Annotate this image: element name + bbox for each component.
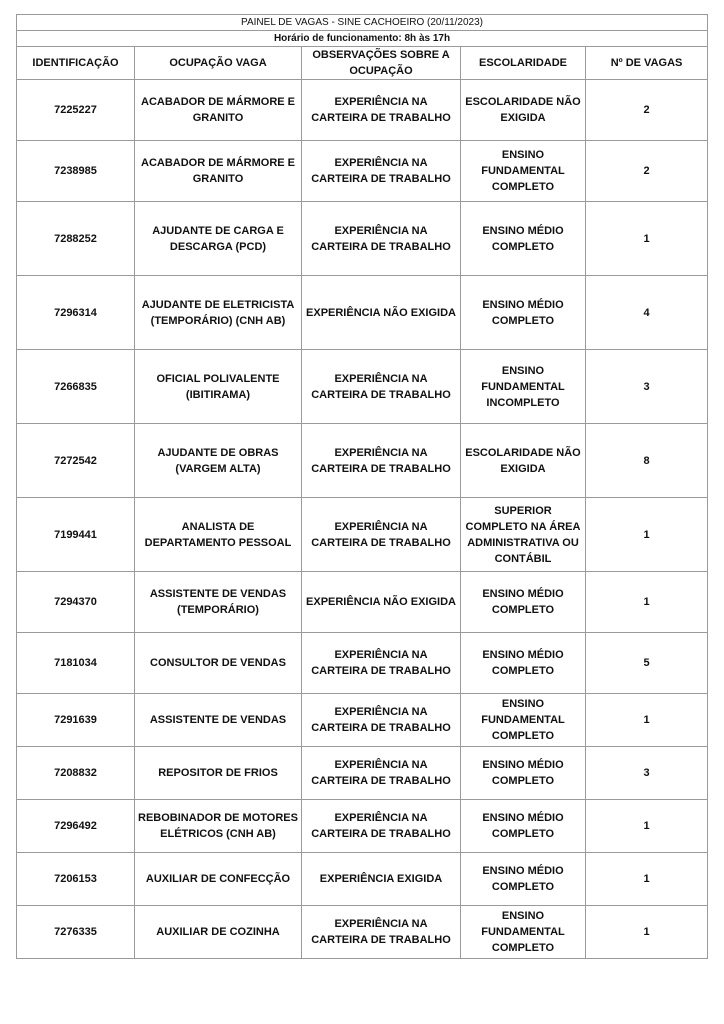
- cell-identificacao: 7272542: [17, 424, 135, 498]
- cell-identificacao: 7291639: [17, 694, 135, 747]
- cell-ocupacao: OFICIAL POLIVALENTE (IBITIRAMA): [135, 350, 302, 424]
- cell-vagas: 5: [586, 633, 708, 694]
- cell-vagas: 3: [586, 350, 708, 424]
- cell-vagas: 2: [586, 141, 708, 202]
- cell-observacoes: EXPERIÊNCIA NA CARTEIRA DE TRABALHO: [302, 424, 461, 498]
- cell-ocupacao: AJUDANTE DE CARGA E DESCARGA (PCD): [135, 202, 302, 276]
- cell-vagas: 1: [586, 906, 708, 959]
- opening-hours: Horário de funcionamento: 8h às 17h: [17, 31, 708, 47]
- cell-vagas: 1: [586, 800, 708, 853]
- cell-vagas: 1: [586, 572, 708, 633]
- cell-escolaridade: ENSINO MÉDIO COMPLETO: [461, 800, 586, 853]
- cell-ocupacao: AJUDANTE DE OBRAS (VARGEM ALTA): [135, 424, 302, 498]
- cell-identificacao: 7296492: [17, 800, 135, 853]
- cell-observacoes: EXPERIÊNCIA NA CARTEIRA DE TRABALHO: [302, 498, 461, 572]
- panel-title: PAINEL DE VAGAS - SINE CACHOEIRO (20/11/2023): [17, 15, 708, 31]
- cell-observacoes: EXPERIÊNCIA NA CARTEIRA DE TRABALHO: [302, 747, 461, 800]
- cell-escolaridade: ENSINO MÉDIO COMPLETO: [461, 202, 586, 276]
- cell-identificacao: 7288252: [17, 202, 135, 276]
- cell-ocupacao: ASSISTENTE DE VENDAS (TEMPORÁRIO): [135, 572, 302, 633]
- vacancy-table: [16, 14, 708, 959]
- cell-identificacao: 7296314: [17, 276, 135, 350]
- cell-observacoes: EXPERIÊNCIA NA CARTEIRA DE TRABALHO: [302, 906, 461, 959]
- cell-ocupacao: REBOBINADOR DE MOTORES ELÉTRICOS (CNH AB): [135, 800, 302, 853]
- panel-title-row: [17, 15, 708, 31]
- cell-observacoes: EXPERIÊNCIA NA CARTEIRA DE TRABALHO: [302, 202, 461, 276]
- cell-observacoes: EXPERIÊNCIA NA CARTEIRA DE TRABALHO: [302, 800, 461, 853]
- vacancy-rows: [17, 80, 708, 959]
- cell-vagas: 2: [586, 80, 708, 141]
- table-row: [17, 633, 708, 694]
- column-header-ocupacao: OCUPAÇÃO VAGA: [135, 47, 302, 80]
- cell-vagas: 3: [586, 747, 708, 800]
- cell-observacoes: EXPERIÊNCIA NA CARTEIRA DE TRABALHO: [302, 694, 461, 747]
- cell-vagas: 1: [586, 694, 708, 747]
- cell-identificacao: 7206153: [17, 853, 135, 906]
- cell-ocupacao: AUXILIAR DE COZINHA: [135, 906, 302, 959]
- cell-identificacao: 7238985: [17, 141, 135, 202]
- cell-ocupacao: AJUDANTE DE ELETRICISTA (TEMPORÁRIO) (CNH AB): [135, 276, 302, 350]
- cell-vagas: 1: [586, 498, 708, 572]
- cell-escolaridade: ENSINO MÉDIO COMPLETO: [461, 633, 586, 694]
- column-header-escolaridade: ESCOLARIDADE: [461, 47, 586, 80]
- table-row: [17, 853, 708, 906]
- cell-ocupacao: ACABADOR DE MÁRMORE E GRANITO: [135, 141, 302, 202]
- cell-escolaridade: ENSINO MÉDIO COMPLETO: [461, 747, 586, 800]
- cell-escolaridade: ENSINO MÉDIO COMPLETO: [461, 276, 586, 350]
- cell-identificacao: 7225227: [17, 80, 135, 141]
- job-vacancy-panel: [16, 14, 707, 959]
- table-row: [17, 498, 708, 572]
- cell-escolaridade: ENSINO FUNDAMENTAL INCOMPLETO: [461, 350, 586, 424]
- cell-vagas: 8: [586, 424, 708, 498]
- cell-ocupacao: AUXILIAR DE CONFECÇÃO: [135, 853, 302, 906]
- cell-escolaridade: ESCOLARIDADE NÃO EXIGIDA: [461, 80, 586, 141]
- cell-observacoes: EXPERIÊNCIA NA CARTEIRA DE TRABALHO: [302, 633, 461, 694]
- cell-escolaridade: ENSINO FUNDAMENTAL COMPLETO: [461, 694, 586, 747]
- cell-ocupacao: ASSISTENTE DE VENDAS: [135, 694, 302, 747]
- cell-observacoes: EXPERIÊNCIA NA CARTEIRA DE TRABALHO: [302, 80, 461, 141]
- cell-observacoes: EXPERIÊNCIA EXIGIDA: [302, 853, 461, 906]
- table-row: [17, 424, 708, 498]
- cell-escolaridade: ENSINO FUNDAMENTAL COMPLETO: [461, 906, 586, 959]
- table-row: [17, 276, 708, 350]
- cell-escolaridade: ENSINO FUNDAMENTAL COMPLETO: [461, 141, 586, 202]
- cell-vagas: 4: [586, 276, 708, 350]
- column-header-vagas: Nº DE VAGAS: [586, 47, 708, 80]
- table-row: [17, 906, 708, 959]
- cell-observacoes: EXPERIÊNCIA NA CARTEIRA DE TRABALHO: [302, 141, 461, 202]
- column-header-observacoes: OBSERVAÇÕES SOBRE A OCUPAÇÃO: [302, 47, 461, 80]
- cell-vagas: 1: [586, 853, 708, 906]
- cell-ocupacao: CONSULTOR DE VENDAS: [135, 633, 302, 694]
- cell-identificacao: 7199441: [17, 498, 135, 572]
- opening-hours-row: [17, 31, 708, 47]
- table-row: [17, 694, 708, 747]
- cell-identificacao: 7266835: [17, 350, 135, 424]
- cell-identificacao: 7208832: [17, 747, 135, 800]
- table-row: [17, 800, 708, 853]
- cell-ocupacao: ACABADOR DE MÁRMORE E GRANITO: [135, 80, 302, 141]
- cell-escolaridade: ENSINO MÉDIO COMPLETO: [461, 572, 586, 633]
- table-row: [17, 572, 708, 633]
- column-header-row: [17, 47, 708, 80]
- cell-identificacao: 7294370: [17, 572, 135, 633]
- cell-escolaridade: SUPERIOR COMPLETO NA ÁREA ADMINISTRATIVA OU CONTÁBIL: [461, 498, 586, 572]
- table-row: [17, 350, 708, 424]
- cell-identificacao: 7276335: [17, 906, 135, 959]
- table-row: [17, 141, 708, 202]
- cell-vagas: 1: [586, 202, 708, 276]
- cell-observacoes: EXPERIÊNCIA NÃO EXIGIDA: [302, 276, 461, 350]
- cell-identificacao: 7181034: [17, 633, 135, 694]
- cell-observacoes: EXPERIÊNCIA NÃO EXIGIDA: [302, 572, 461, 633]
- cell-escolaridade: ENSINO MÉDIO COMPLETO: [461, 853, 586, 906]
- table-row: [17, 202, 708, 276]
- table-row: [17, 80, 708, 141]
- cell-ocupacao: ANALISTA DE DEPARTAMENTO PESSOAL: [135, 498, 302, 572]
- column-header-identificacao: IDENTIFICAÇÃO: [17, 47, 135, 80]
- cell-escolaridade: ESCOLARIDADE NÃO EXIGIDA: [461, 424, 586, 498]
- cell-observacoes: EXPERIÊNCIA NA CARTEIRA DE TRABALHO: [302, 350, 461, 424]
- cell-ocupacao: REPOSITOR DE FRIOS: [135, 747, 302, 800]
- table-row: [17, 747, 708, 800]
